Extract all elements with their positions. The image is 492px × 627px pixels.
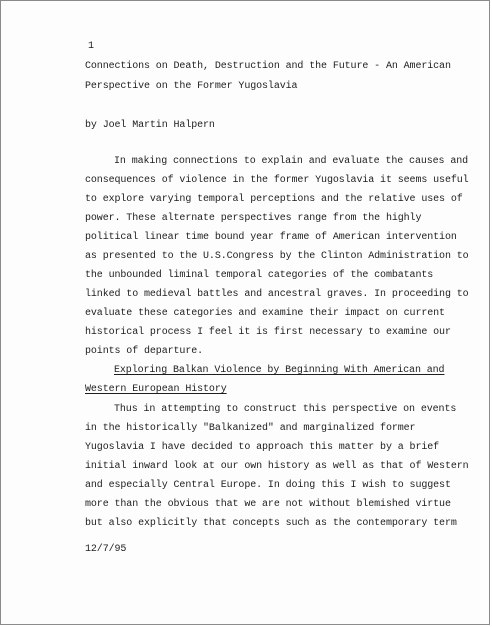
paragraph-2-line: Thus in attempting to construct this perspective on events [114,404,457,415]
author-line: by Joel Martin Halpern [85,120,215,131]
footer-date: 12/7/95 [85,544,127,555]
paragraph-2-line: Yugoslavia I have decided to approach this matter by a brief [85,442,440,453]
title-line-2: Perspective on the Former Yugoslavia [85,81,298,92]
title-line-1: Connections on Death, Destruction and the Future - An American [85,61,451,72]
section-heading-line-1: Exploring Balkan Violence by Beginning With American and [114,365,445,376]
paragraph-1-line: political linear time bound year frame of American intervention [85,232,457,243]
paragraph-1-line: historical process I feel it is first necessary to examine our [85,327,451,338]
paragraph-1-line: evaluate these categories and examine their impact on current [85,308,445,319]
paragraph-2-line: initial inward look at our own history as well as that of Western [85,461,469,472]
paragraph-2-line: but also explicitly that concepts such as the contemporary term [85,518,457,529]
paragraph-2-line: and especially Central Europe. In doing this I wish to suggest [85,480,451,491]
paragraph-1-line: linked to medieval battles and ancestral graves. In proceeding to [85,289,469,300]
paragraph-1-line: power. These alternate perspectives range from the highly [85,213,422,224]
page-number: 1 [88,41,94,52]
paragraph-1-line: the unbounded liminal temporal categories of the combatants [85,270,434,281]
section-heading-line-2: Western European History [85,384,227,395]
paragraph-2-line: more than the obvious that we are not without blemished virtue [85,499,451,510]
paragraph-1-line: consequences of violence in the former Yugoslavia it seems useful [85,175,469,186]
paragraph-1-line: to explore varying temporal perceptions and the relative uses of [85,194,463,205]
paragraph-1-line: points of departure. [85,346,204,357]
paragraph-1-line: In making connections to explain and evaluate the causes and [114,156,469,167]
paragraph-2-line: in the historically "Balkanized" and marginalized former [85,423,416,434]
paragraph-1-line: as presented to the U.S.Congress by the Clinton Administration to [85,251,469,262]
